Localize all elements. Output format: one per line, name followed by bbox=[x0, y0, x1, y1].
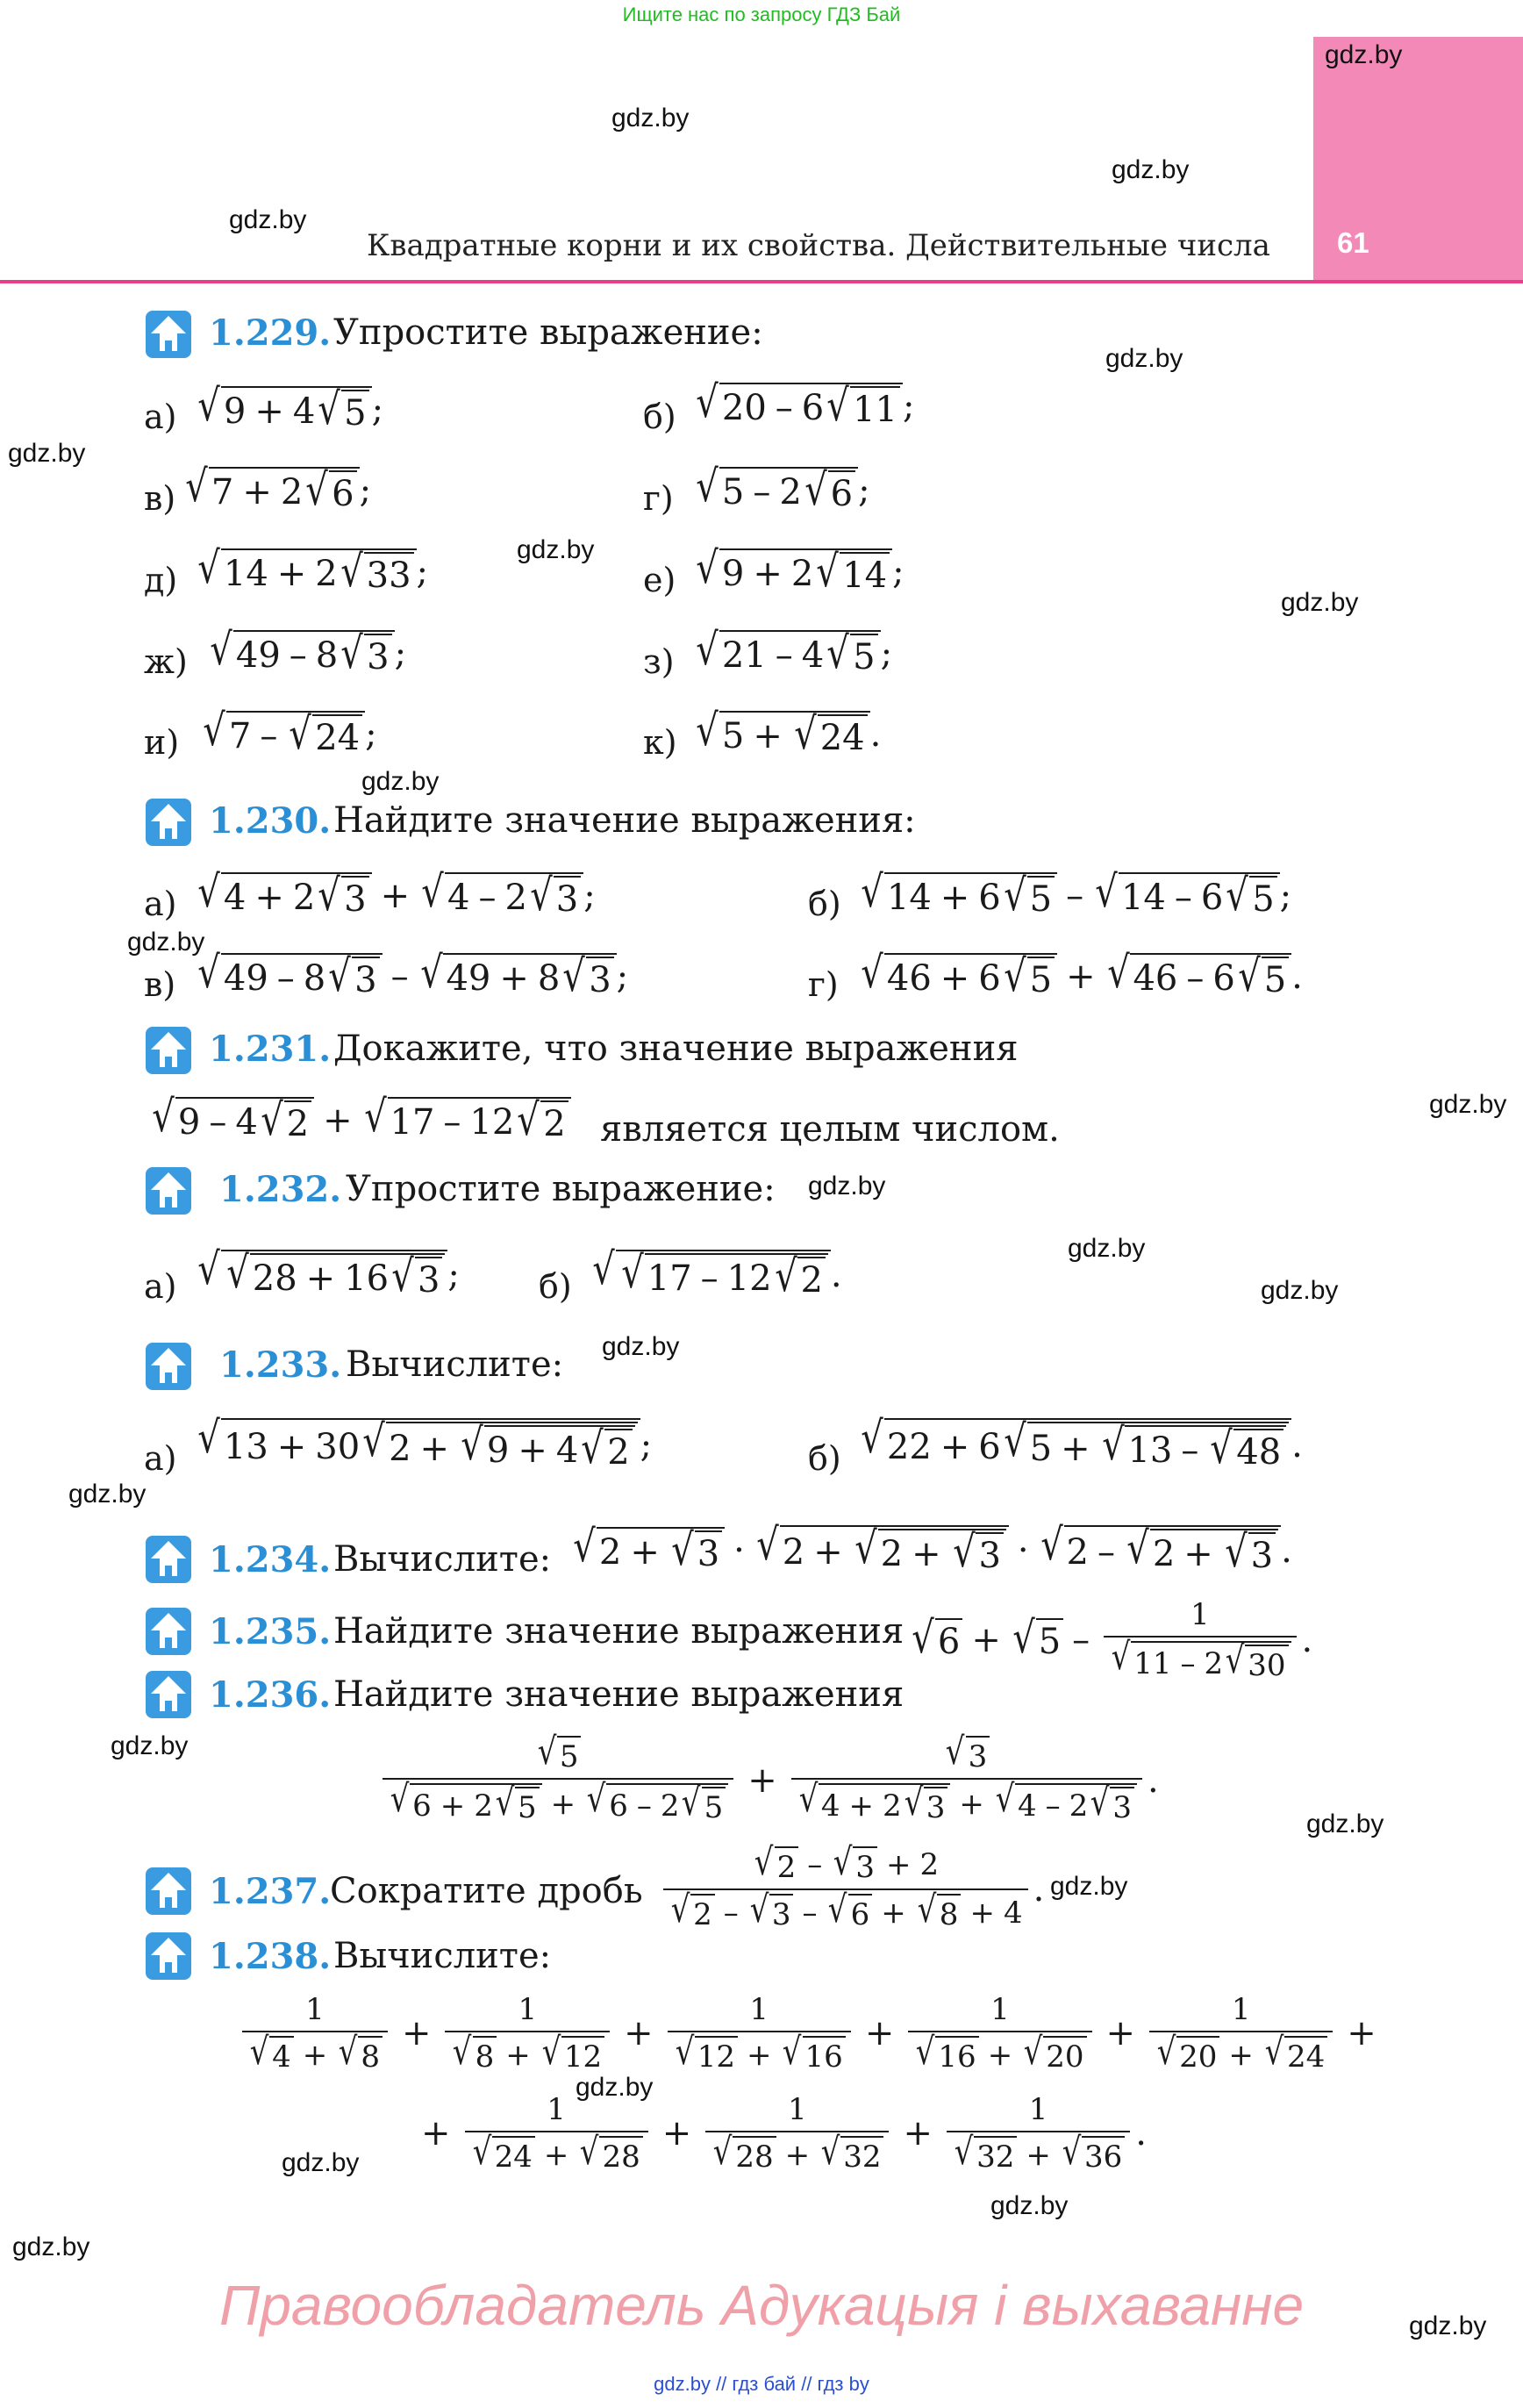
top-note: Ищите нас по запросу ГДЗ Бай bbox=[622, 4, 901, 25]
house-icon bbox=[144, 309, 193, 360]
problem-text: Сократите дробь bbox=[330, 1871, 643, 1911]
problem-text: Упростите выражение: bbox=[333, 312, 763, 353]
header-rule bbox=[0, 280, 1523, 283]
math-expression: √ 4 + 2 √ 3 + √ 4 – 2 √ 3 ; bbox=[197, 866, 596, 921]
problem-number: 1.235. bbox=[209, 1611, 332, 1652]
problem-text: Найдите значение выражения: bbox=[333, 800, 916, 841]
copyright-notice: Правообладатель Адукацыя і выхаванне bbox=[218, 2274, 1305, 2337]
watermark: gdz.by bbox=[576, 2073, 654, 2102]
house-icon bbox=[144, 1165, 193, 1216]
math-expression: √ 14 + 2 √ 33 ; bbox=[197, 542, 429, 597]
house-icon bbox=[144, 797, 193, 848]
watermark: gdz.by bbox=[1261, 1276, 1339, 1305]
item-label: д) bbox=[144, 561, 178, 599]
house-icon bbox=[144, 1866, 193, 1917]
item-label: в) bbox=[144, 479, 176, 518]
house-icon bbox=[144, 1025, 193, 1076]
problem-number: 1.230. bbox=[209, 800, 332, 842]
watermark: gdz.by bbox=[1306, 1810, 1384, 1838]
math-expression: √ 14 + 6 √ 5 – √ 14 – 6 √ 5 ; bbox=[861, 866, 1292, 921]
problem-number: 1.233. bbox=[219, 1344, 342, 1386]
watermark: gdz.by bbox=[127, 928, 205, 957]
item-label: к) bbox=[643, 723, 677, 762]
problem-number: 1.234. bbox=[209, 1539, 332, 1580]
math-expression: √ 49 – 8 √ 3 – √ 49 + 8 √ 3 ; bbox=[197, 947, 629, 1001]
running-header: Квадратные корни и их свойства. Действительные числа bbox=[367, 228, 1270, 263]
item-label: б) bbox=[643, 398, 676, 436]
problem-number: 1.232. bbox=[219, 1169, 342, 1210]
math-expression: √ 21 – 4 √ 5 ; bbox=[696, 624, 893, 678]
item-label: б) bbox=[539, 1267, 572, 1306]
math-expression: √ 5 – 2 √ 6 ; bbox=[696, 461, 870, 515]
problem-number: 1.229. bbox=[209, 312, 332, 354]
watermark: gdz.by bbox=[1068, 1234, 1146, 1263]
problem-text: Докажите, что значение выражения bbox=[333, 1028, 1019, 1069]
watermark: gdz.by bbox=[111, 1731, 189, 1760]
page-number: 61 bbox=[1337, 226, 1369, 259]
item-label: г) bbox=[808, 965, 839, 1004]
watermark: gdz.by bbox=[990, 2191, 1069, 2220]
watermark: gdz.by bbox=[611, 104, 690, 133]
item-label: з) bbox=[643, 642, 675, 681]
math-expression: √ 7 + 2 √ 6 ; bbox=[185, 461, 372, 515]
watermark: gdz.by bbox=[229, 205, 307, 234]
item-label: г) bbox=[643, 479, 674, 518]
math-expression: + 1 √ 24 + √ 28 + 1 √ 28 + √ 32 + 1 √ 32 + √ 36 . bbox=[421, 2092, 1147, 2175]
watermark: gdz.by bbox=[1105, 344, 1183, 373]
watermark: gdz.by bbox=[12, 2232, 90, 2261]
problem-number: 1.231. bbox=[209, 1028, 332, 1070]
watermark: gdz.by bbox=[1112, 155, 1190, 184]
math-expression: √ 9 + 4 √ 5 ; bbox=[197, 380, 384, 434]
item-label: а) bbox=[144, 398, 177, 436]
math-expression: √ 22 + 6 √ 5 + √ 13 – √ 48 . bbox=[861, 1412, 1303, 1473]
watermark: gdz.by bbox=[602, 1332, 680, 1361]
item-label: а) bbox=[144, 1267, 177, 1306]
math-expression: √ 9 – 4 √ 2 + √ 17 – 12 √ 2 bbox=[149, 1097, 571, 1144]
math-expression: √ 5 + √ 24 . bbox=[696, 705, 882, 759]
house-icon bbox=[144, 1534, 193, 1585]
problem-text: Вычислите: bbox=[333, 1936, 552, 1976]
item-label: а) bbox=[144, 885, 177, 923]
item-label: и) bbox=[144, 723, 180, 762]
math-expression: 1 √ 4 + √ 8 + 1 √ 8 + √ 12 + 1 √ 12 + √ 16 + 1 √ 16 + √ 20 + 1 √ 20 + √ 24 + bbox=[237, 1992, 1385, 2075]
watermark: gdz.by bbox=[517, 535, 595, 564]
math-expression: √ 46 + 6 √ 5 + √ 46 – 6 √ 5 . bbox=[861, 947, 1303, 1001]
house-icon bbox=[144, 1669, 193, 1720]
math-expression: √ √ 28 + 16 √ 3 ; bbox=[197, 1243, 460, 1301]
item-label: б) bbox=[808, 885, 841, 923]
watermark: gdz.by bbox=[808, 1172, 886, 1200]
footer-links[interactable]: gdz.by // гдз бай // гдз by bbox=[654, 2373, 869, 2395]
math-expression: √ 13 + 30 √ 2 + √ 9 + 4 √ 2 ; bbox=[197, 1412, 653, 1473]
house-icon bbox=[144, 1931, 193, 1982]
math-expression: √ √ 17 – 12 √ 2 . bbox=[592, 1243, 842, 1301]
item-label: е) bbox=[643, 561, 676, 599]
watermark: gdz.by bbox=[1325, 40, 1403, 69]
watermark: gdz.by bbox=[1050, 1872, 1128, 1901]
item-label: а) bbox=[144, 1439, 177, 1478]
math-expression: √ 7 – √ 24 ; bbox=[203, 705, 377, 759]
item-label: ж) bbox=[144, 642, 188, 681]
watermark: gdz.by bbox=[361, 767, 440, 796]
problem-text: Вычислите: bbox=[333, 1539, 552, 1580]
math-expression: √ 2 + √ 3 · √ 2 + √ 2 + √ 3 · √ 2 – √ 2 + √ 3 . bbox=[573, 1519, 1292, 1577]
math-expression: √ 5 √ 6 + 2 √ 5 + √ 6 – 2 √ 5 + √ 3 √ 4 + 2 √ 3 + √ 4 – 2 √ 3 . bbox=[377, 1736, 1159, 1825]
house-icon bbox=[144, 1341, 193, 1392]
problem-number: 1.236. bbox=[209, 1674, 332, 1716]
item-label: б) bbox=[808, 1439, 841, 1478]
watermark: gdz.by bbox=[1409, 2311, 1487, 2340]
math-expression: √ 9 + 2 √ 14 ; bbox=[696, 542, 905, 597]
problem-text-continued: является целым числом. bbox=[600, 1109, 1060, 1150]
problem-text: Упростите выражение: bbox=[346, 1169, 776, 1209]
math-expression: √ 2 – √ 3 + 2 √ 2 – √ 3 – √ 6 + √ 8 + 4 . bbox=[658, 1846, 1044, 1932]
watermark: gdz.by bbox=[8, 439, 86, 468]
watermark: gdz.by bbox=[1281, 588, 1359, 617]
watermark: gdz.by bbox=[68, 1480, 147, 1509]
house-icon bbox=[144, 1606, 193, 1657]
math-expression: √ 20 – 6 √ 11 ; bbox=[696, 376, 915, 431]
problem-number: 1.238. bbox=[209, 1936, 332, 1977]
math-expression: √ 49 – 8 √ 3 ; bbox=[210, 624, 407, 678]
watermark: gdz.by bbox=[1429, 1090, 1507, 1119]
item-label: в) bbox=[144, 965, 176, 1004]
problem-number: 1.237. bbox=[209, 1871, 332, 1912]
math-expression: √ 6 + √ 5 – 1 √ 11 – 2 √ 30 . bbox=[912, 1597, 1313, 1683]
problem-text: Найдите значение выражения bbox=[333, 1674, 905, 1715]
watermark: gdz.by bbox=[282, 2148, 360, 2177]
problem-text: Найдите значение выражения bbox=[333, 1611, 905, 1652]
problem-text: Вычислите: bbox=[346, 1344, 564, 1385]
